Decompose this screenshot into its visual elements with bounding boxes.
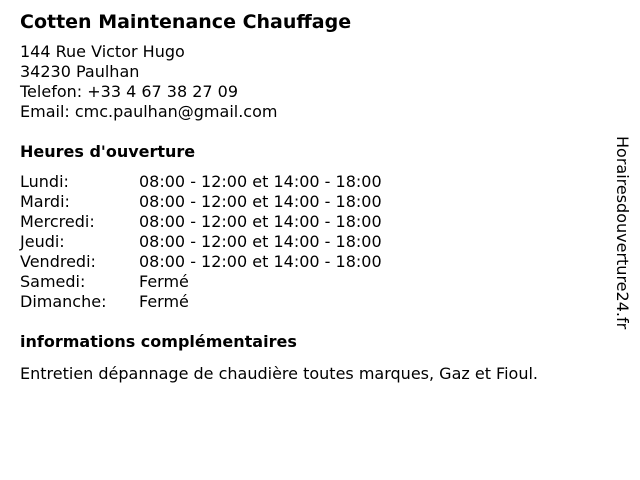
hours-time: 08:00 - 12:00 et 14:00 - 18:00 <box>139 172 382 191</box>
opening-hours-table <box>20 172 600 312</box>
street-address: 144 Rue Victor Hugo <box>20 42 185 61</box>
opening-hours-title: Heures d'ouverture <box>20 142 196 161</box>
additional-info-title: informations complémentaires <box>20 332 297 351</box>
phone-number: Telefon: +33 4 67 38 27 09 <box>20 82 239 101</box>
business-card <box>20 10 600 384</box>
hours-time: Fermé <box>139 292 189 311</box>
email-address: Email: cmc.paulhan@gmail.com <box>20 102 278 121</box>
hours-row-tuesday <box>20 192 600 212</box>
hours-day: Jeudi: <box>20 232 65 251</box>
hours-day: Mercredi: <box>20 212 95 231</box>
hours-day: Vendredi: <box>20 252 96 271</box>
hours-day: Samedi: <box>20 272 86 291</box>
hours-time: 08:00 - 12:00 et 14:00 - 18:00 <box>139 192 382 211</box>
hours-row-monday <box>20 172 600 192</box>
city-postal: 34230 Paulhan <box>20 62 140 81</box>
site-watermark: Horairesdouverture24.fr <box>613 136 632 330</box>
hours-time: 08:00 - 12:00 et 14:00 - 18:00 <box>139 232 382 251</box>
address-block <box>20 42 600 122</box>
hours-row-wednesday <box>20 212 600 232</box>
hours-row-sunday <box>20 292 600 312</box>
hours-day: Dimanche: <box>20 292 107 311</box>
hours-day: Mardi: <box>20 192 70 211</box>
hours-day: Lundi: <box>20 172 69 191</box>
hours-time: Fermé <box>139 272 189 291</box>
hours-time: 08:00 - 12:00 et 14:00 - 18:00 <box>139 252 382 271</box>
additional-info-text: Entretien dépannage de chaudière toutes marques, Gaz et Fioul. <box>20 364 538 383</box>
hours-time: 08:00 - 12:00 et 14:00 - 18:00 <box>139 212 382 231</box>
hours-row-saturday <box>20 272 600 292</box>
hours-row-thursday <box>20 232 600 252</box>
hours-row-friday <box>20 252 600 272</box>
business-name: Cotten Maintenance Chauffage <box>20 11 352 33</box>
